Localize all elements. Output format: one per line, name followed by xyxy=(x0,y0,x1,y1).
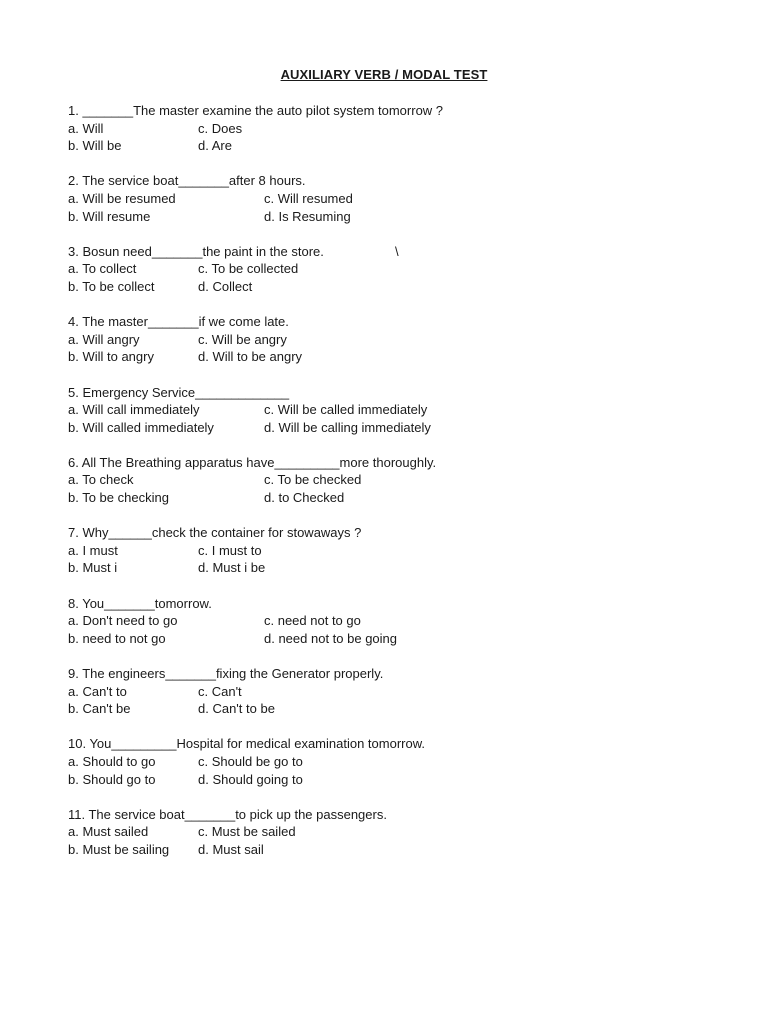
option-c: c. I must to xyxy=(198,542,262,558)
option-a: a. Will be resumed xyxy=(68,190,176,206)
option-a: a. I must xyxy=(68,542,118,558)
question-11 xyxy=(68,806,708,859)
question-text: 10. You_________Hospital for medical examination tomorrow. xyxy=(68,736,426,752)
option-a: a. Can't to xyxy=(68,683,127,699)
question-text xyxy=(68,243,708,261)
option-row xyxy=(68,630,708,648)
option-a: a. To check xyxy=(68,472,134,488)
option-b: b. To be collect xyxy=(68,278,155,294)
option-b: b. Will resume xyxy=(68,208,151,224)
option-row xyxy=(68,542,708,560)
option-c: c. Will be called immediately xyxy=(264,402,428,418)
option-d: d. Will be calling immediately xyxy=(264,419,431,435)
option-a: a. To collect xyxy=(68,261,137,277)
option-d: d. Must sail xyxy=(198,841,264,857)
option-row xyxy=(68,331,708,349)
question-3 xyxy=(68,243,708,296)
option-row xyxy=(68,559,708,577)
option-d: d. need not to be going xyxy=(264,630,398,646)
option-a: a. Will angry xyxy=(68,331,140,347)
option-c: c. Does xyxy=(198,120,243,136)
option-a: a. Will xyxy=(68,120,104,136)
option-b: b. To be checking xyxy=(68,490,169,506)
question-7 xyxy=(68,524,708,577)
question-8 xyxy=(68,595,708,648)
option-c: c. need not to go xyxy=(264,613,361,629)
question-text: 1. _______The master examine the auto pilot system tomorrow ? xyxy=(68,103,444,118)
option-c: c. Will be angry xyxy=(198,331,287,347)
question-text: 5. Emergency Service_____________ xyxy=(68,384,290,400)
option-a: a. Don't need to go xyxy=(68,613,178,629)
question-list xyxy=(68,102,708,876)
option-row xyxy=(68,137,708,155)
question-6 xyxy=(68,454,708,507)
option-a: a. Must sailed xyxy=(68,824,149,840)
option-row xyxy=(68,260,708,278)
option-row xyxy=(68,612,708,630)
question-text: 9. The engineers_______fixing the Generator properly. xyxy=(68,666,384,681)
question-4 xyxy=(68,313,708,366)
option-row xyxy=(68,348,708,366)
question-text: 6. All The Breathing apparatus have_________more thoroughly. xyxy=(68,454,437,470)
option-d: d. Must i be xyxy=(198,560,266,576)
option-row xyxy=(68,771,708,789)
option-c: c. Can't xyxy=(198,683,242,699)
option-row xyxy=(68,753,708,771)
option-row xyxy=(68,190,708,208)
option-d: d. Are xyxy=(198,138,232,154)
page-title: AUXILIARY VERB / MODAL TEST xyxy=(280,67,488,82)
question-5 xyxy=(68,384,708,437)
question-text: 7. Why______check the container for stowaways ? xyxy=(68,525,362,541)
option-c: c. Must be sailed xyxy=(198,824,296,840)
option-d: d. to Checked xyxy=(264,490,345,506)
option-c: c. Will resumed xyxy=(264,190,353,206)
option-row xyxy=(68,419,708,437)
question-9 xyxy=(68,665,708,718)
option-a: a. Should to go xyxy=(68,753,156,769)
option-row xyxy=(68,841,708,859)
stray-mark: \ xyxy=(395,243,399,259)
question-2 xyxy=(68,172,708,225)
option-b: b. Should go to xyxy=(68,771,156,787)
option-a: a. Will call immediately xyxy=(68,402,200,418)
option-row xyxy=(68,120,708,138)
option-d: d. Should going to xyxy=(198,771,303,787)
question-text: 8. You_______tomorrow. xyxy=(68,595,212,611)
option-c: c. To be checked xyxy=(264,472,362,488)
option-c: c. To be collected xyxy=(198,261,299,277)
option-d: d. Collect xyxy=(198,278,253,294)
option-row xyxy=(68,489,708,507)
question-1 xyxy=(68,102,708,155)
option-d: d. Is Resuming xyxy=(264,208,351,224)
option-d: d. Can't to be xyxy=(198,701,275,717)
option-row xyxy=(68,208,708,226)
option-b: b. Can't be xyxy=(68,701,131,717)
option-b: b. need to not go xyxy=(68,630,166,646)
option-row xyxy=(68,278,708,296)
option-b: b. Will be xyxy=(68,138,122,154)
option-row xyxy=(68,700,708,718)
question-text: 11. The service boat_______to pick up the passengers. xyxy=(68,806,387,822)
option-b: b. Must be sailing xyxy=(68,841,170,857)
question-text: 4. The master_______if we come late. xyxy=(68,314,289,330)
option-b: b. Will called immediately xyxy=(68,419,214,435)
option-c: c. Should be go to xyxy=(198,753,303,769)
option-row xyxy=(68,823,708,841)
question-text-body: 3. Bosun need_______the paint in the store. xyxy=(68,243,324,259)
option-row xyxy=(68,401,708,419)
question-10 xyxy=(68,735,708,788)
question-text: 2. The service boat_______after 8 hours. xyxy=(68,173,306,189)
option-row xyxy=(68,471,708,489)
option-b: b. Will to angry xyxy=(68,349,154,365)
option-row xyxy=(68,683,708,701)
option-d: d. Will to be angry xyxy=(198,349,303,365)
option-b: b. Must i xyxy=(68,560,118,576)
